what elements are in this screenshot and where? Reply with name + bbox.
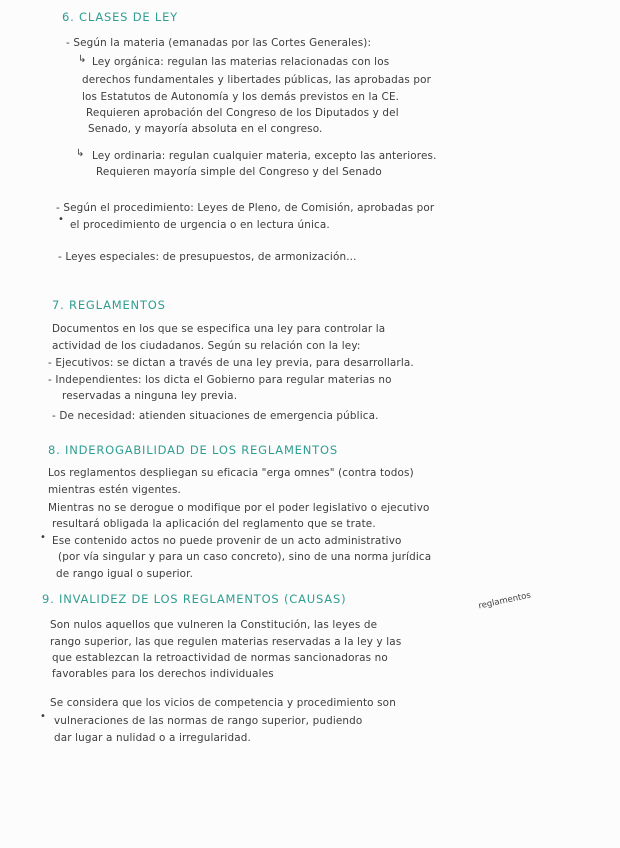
bullet-dot-icon: • xyxy=(58,214,64,225)
text-line: Requieren mayoría simple del Congreso y del Senado xyxy=(96,166,382,178)
arrow-bullet-icon: ↳ xyxy=(78,54,87,65)
text-line: (por vía singular y para un caso concreto), sino de una norma jurídica xyxy=(58,551,432,563)
text-line: dar lugar a nulidad o a irregularidad. xyxy=(54,732,251,744)
section-9-heading: 9. INVALIDEZ DE LOS REGLAMENTOS (CAUSAS) xyxy=(42,592,347,606)
text-line: - De necesidad: atienden situaciones de emergencia pública. xyxy=(52,410,379,422)
text-line: el procedimiento de urgencia o en lectura única. xyxy=(70,219,330,231)
text-line: Son nulos aquellos que vulneren la Constitución, las leyes de xyxy=(50,619,378,631)
text-line: derechos fundamentales y libertades públicas, las aprobadas por xyxy=(82,74,432,86)
text-line: Ley ordinaria: regulan cualquier materia, excepto las anteriores. xyxy=(92,150,437,162)
text-line: Senado, y mayoría absoluta en el congreso. xyxy=(88,123,323,135)
text-line: mientras estén vigentes. xyxy=(48,484,181,496)
text-line: Se considera que los vicios de competencia y procedimiento son xyxy=(50,697,396,709)
text-line: rango superior, las que regulen materias reservadas a la ley y las xyxy=(50,636,402,648)
text-line: que establezcan la retroactividad de normas sancionadoras no xyxy=(52,652,388,664)
text-line: Ese contenido actos no puede provenir de un acto administrativo xyxy=(52,535,402,547)
text-line: - Independientes: los dicta el Gobierno para regular materias no xyxy=(48,374,392,386)
text-line: Requieren aprobación del Congreso de los Diputados y del xyxy=(86,107,399,119)
section-7-heading: 7. REGLAMENTOS xyxy=(52,298,166,312)
text-line: - Según el procedimiento: Leyes de Pleno, de Comisión, aprobadas por xyxy=(56,202,435,214)
text-line: Ley orgánica: regulan las materias relacionadas con los xyxy=(92,56,390,68)
text-line: de rango igual o superior. xyxy=(56,568,194,580)
text-line: reservadas a ninguna ley previa. xyxy=(62,390,238,402)
text-line: actividad de los ciudadanos. Según su relación con la ley: xyxy=(52,340,361,352)
text-line: resultará obligada la aplicación del reglamento que se trate. xyxy=(52,518,376,530)
text-line: Los reglamentos despliegan su eficacia "erga omnes" (contra todos) xyxy=(48,467,414,479)
arrow-bullet-icon: ↳ xyxy=(76,148,85,159)
bullet-dot-icon: • xyxy=(40,532,46,543)
section-8-heading: 8. INDEROGABILIDAD DE LOS REGLAMENTOS xyxy=(48,443,338,457)
margin-annotation: reglamentos xyxy=(477,590,532,612)
text-line: - Ejecutivos: se dictan a través de una ley previa, para desarrollarla. xyxy=(48,357,414,369)
text-line: Documentos en los que se especifica una ley para controlar la xyxy=(52,323,386,335)
text-line: - Leyes especiales: de presupuestos, de armonización... xyxy=(58,251,357,263)
text-line: los Estatutos de Autonomía y los demás previstos en la CE. xyxy=(82,91,400,103)
bullet-dot-icon: • xyxy=(40,711,46,722)
text-line: vulneraciones de las normas de rango superior, pudiendo xyxy=(54,715,363,727)
text-line: - Según la materia (emanadas por las Cortes Generales): xyxy=(66,37,372,49)
section-6-heading: 6. CLASES DE LEY xyxy=(62,10,178,24)
text-line: favorables para los derechos individuales xyxy=(52,668,274,680)
text-line: Mientras no se derogue o modifique por el poder legislativo o ejecutivo xyxy=(48,502,430,514)
